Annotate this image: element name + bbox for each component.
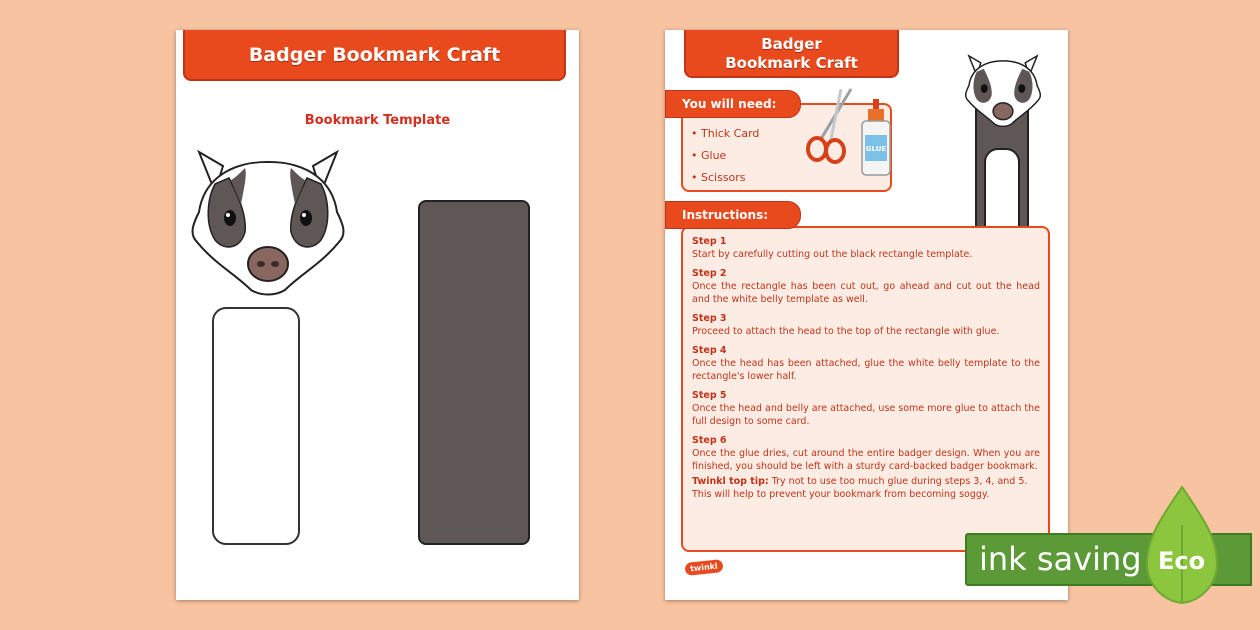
bookmark-template-heading: Bookmark Template: [304, 113, 451, 128]
belly-template: [212, 307, 300, 545]
step-6: [692, 434, 1040, 473]
step-text: Start by carefully cutting out the black rectangle template.: [692, 249, 973, 260]
glue-label: GLUE: [865, 145, 887, 153]
materials-item: • Scissors: [691, 170, 759, 192]
step-1: [692, 235, 1040, 261]
badger-head-illustration: [185, 144, 351, 298]
eco-badge-text: ink saving: [979, 540, 1142, 578]
glue-bottle-icon: [859, 99, 893, 179]
step-text: Once the glue dries, cut around the entire badger design. When you are finished, you should be left with a sturdy card-backed badger bookmark.: [692, 448, 1040, 472]
step-text: Once the rectangle has been cut out, go ahead and cut out the head and the white belly template as well.: [692, 281, 1040, 305]
eco-badge-label: Eco: [1158, 547, 1206, 575]
step-5: [692, 389, 1040, 428]
step-title: Step 1: [692, 236, 727, 247]
materials-item: • Thick Card: [691, 126, 759, 148]
page-title: Badger Bookmark Craft: [248, 44, 501, 66]
materials-item: • Glue: [691, 148, 759, 170]
rectangle-template: [418, 200, 530, 545]
step-text: Once the head has been attached, glue the white belly template to the rectangle's lower half.: [692, 358, 1040, 382]
step-title: Step 2: [692, 268, 727, 279]
scissors-icon: [805, 87, 857, 165]
step-title: Step 6: [692, 435, 727, 446]
page-title-banner: [183, 30, 566, 81]
step-4: [692, 344, 1040, 383]
page-title-banner: [684, 30, 899, 78]
step-title: Step 4: [692, 345, 727, 356]
step-3: [692, 312, 1040, 338]
materials-heading: You will need:: [665, 90, 801, 118]
tip-label: Twinkl top tip:: [692, 476, 769, 487]
instructions-heading: Instructions:: [665, 201, 801, 229]
step-title: Step 3: [692, 313, 727, 324]
step-text: Once the head and belly are attached, use some more glue to attach the full design to some card.: [692, 403, 1040, 427]
eco-ink-saving-badge: [965, 485, 1260, 605]
materials-list: [691, 126, 759, 192]
bookmark-badger-head-icon: [962, 50, 1044, 130]
leaf-icon: [1143, 485, 1221, 605]
step-text: Proceed to attach the head to the top of the rectangle with glue.: [692, 326, 1000, 337]
page-title-line2: Bookmark Craft: [725, 54, 858, 72]
step-2: [692, 267, 1040, 306]
step-title: Step 5: [692, 390, 727, 401]
tip-text: Try not to use too much glue during steps 3, 4, and 5. This will help to prevent your bookmark from becoming soggy.: [692, 476, 1028, 500]
template-page: [176, 30, 579, 600]
page-title-line1: Badger: [761, 35, 822, 53]
twinkl-logo: twinkl: [684, 559, 723, 576]
